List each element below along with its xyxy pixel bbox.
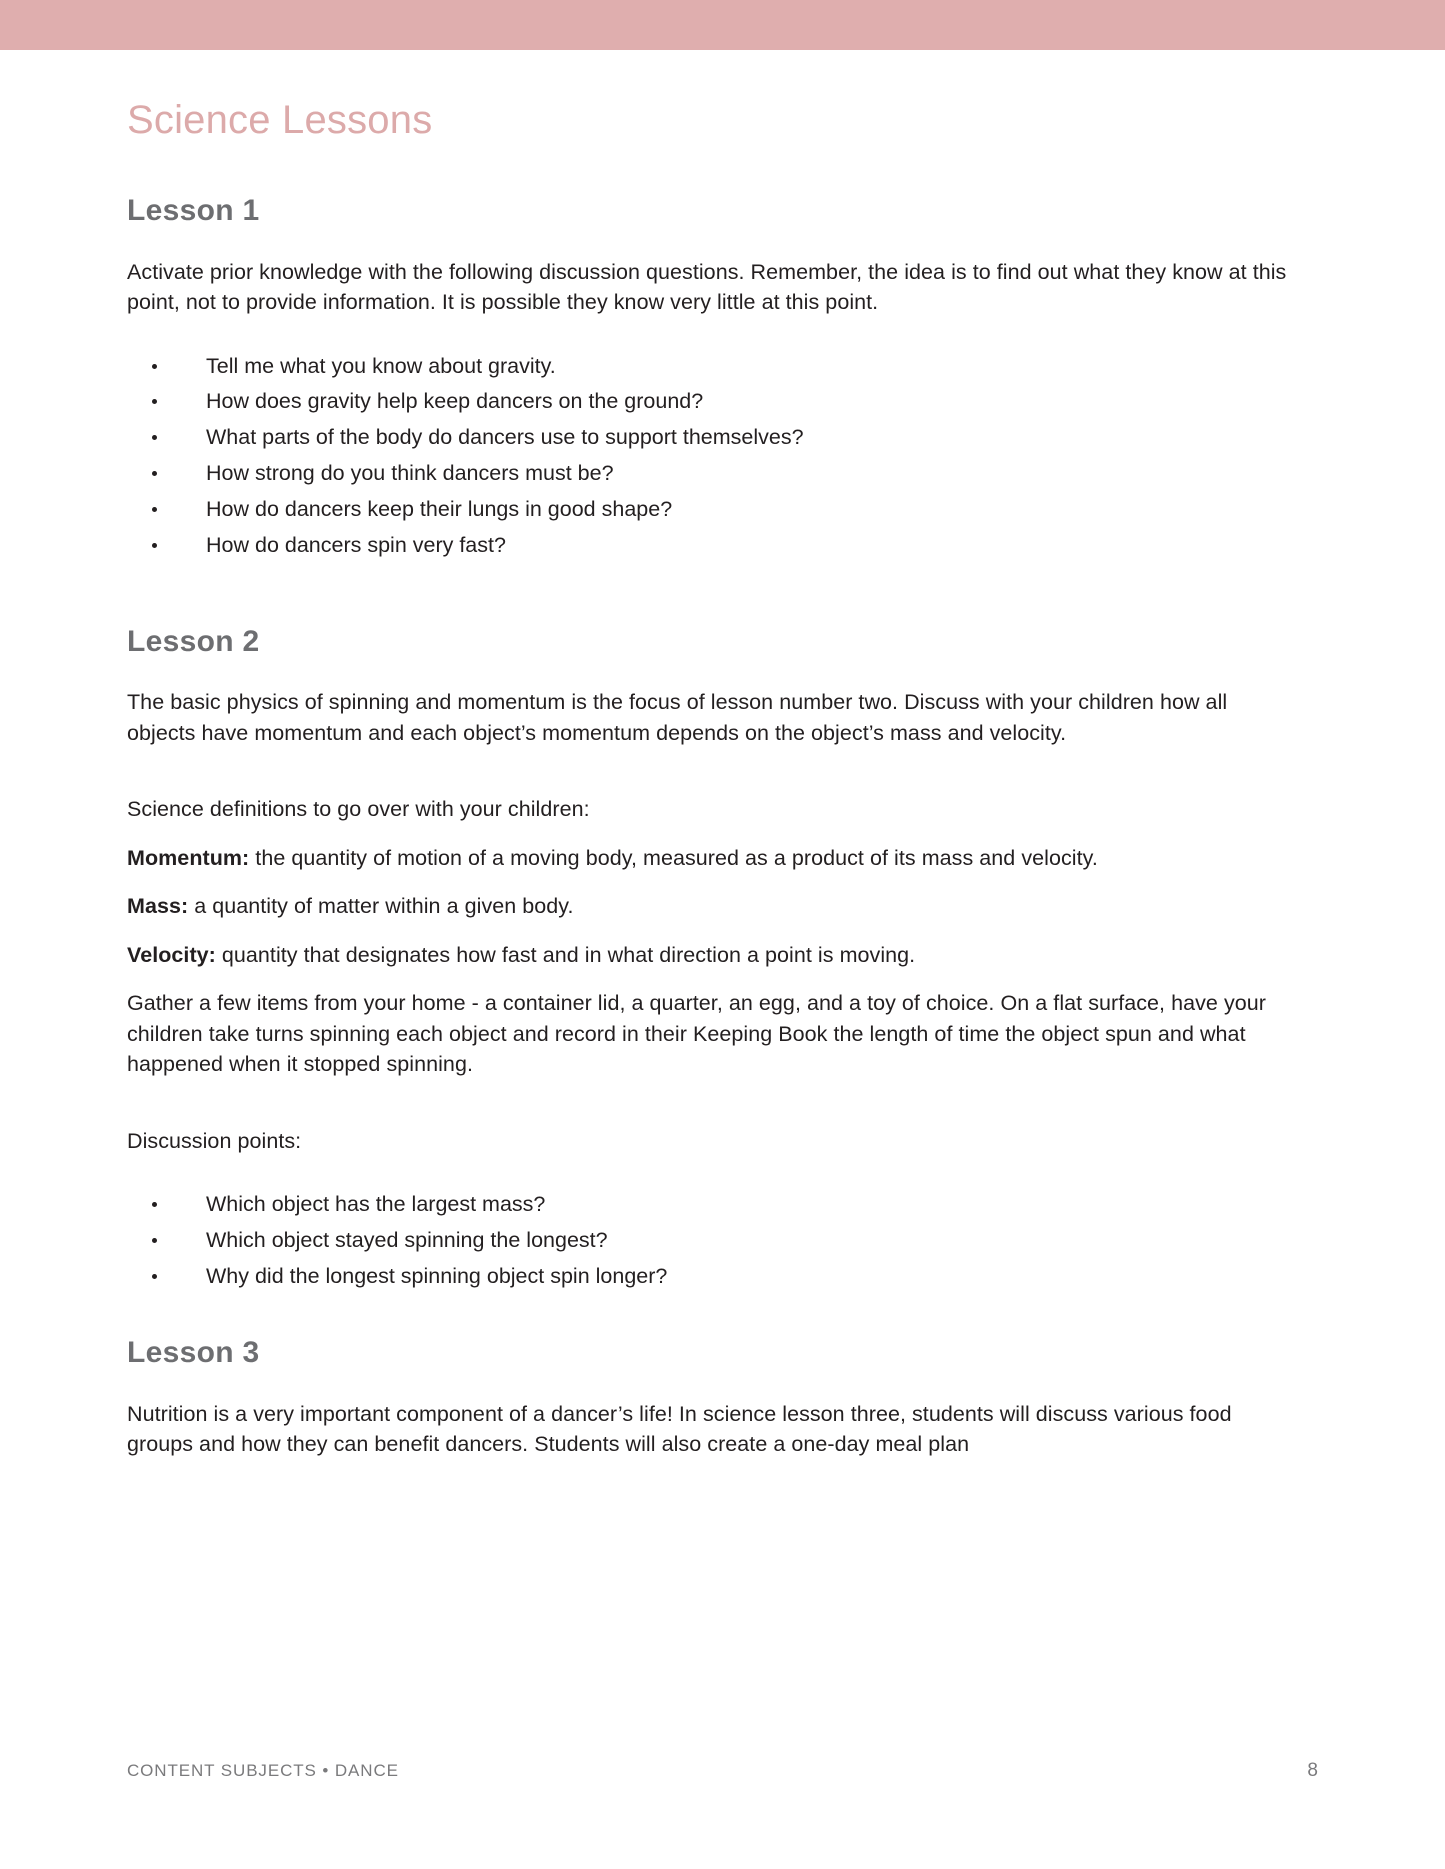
- definition-velocity: [127, 940, 1287, 971]
- lesson-2-discussion-list: [127, 1190, 1287, 1292]
- list-item-label: How do dancers keep their lungs in good shape?: [206, 497, 673, 522]
- lesson-1-intro-paragraph: Activate prior knowledge with the following discussion questions. Remember, the idea is to find out what they know at this point, not to provide information. It is possible they know very little at this point.: [127, 259, 1287, 315]
- page-footer: [127, 1756, 1318, 1786]
- definition-mass: [127, 891, 1287, 922]
- document-page: [0, 50, 1445, 1869]
- section-spacer: [127, 1298, 1287, 1336]
- header-decorative-band: [0, 0, 1445, 50]
- footer-breadcrumb: CONTENT SUBJECTS • DANCE: [127, 1761, 399, 1780]
- page-content: [127, 98, 1287, 1484]
- list-item-label: How does gravity help keep dancers on the ground?: [206, 389, 704, 414]
- list-item-label: Which object has the largest mass?: [206, 1192, 546, 1217]
- definitions-lead-paragraph: Science definitions to go over with your children:: [127, 797, 590, 822]
- bullet-dot-icon: [152, 399, 157, 404]
- footer-page-number: 8: [1307, 1760, 1318, 1781]
- bullet-dot-icon: [152, 435, 157, 440]
- lesson-1-heading: Lesson 1: [127, 194, 260, 227]
- list-item-label: Why did the longest spinning object spin longer?: [206, 1264, 668, 1289]
- definition-text-momentum: the quantity of motion of a moving body, measured as a product of its mass and velocity.: [249, 845, 1098, 870]
- bullet-dot-icon: [152, 543, 157, 548]
- definition-term-velocity: Velocity:: [127, 942, 216, 967]
- lesson-2-activity-paragraph: Gather a few items from your home - a container lid, a quarter, an egg, and a toy of choice. On a flat surface, have your children take turns spinning each object and record in their Keeping Book the length of time the object spun and what happened when it stopped spinning.: [127, 991, 1266, 1077]
- list-item: [127, 352, 1287, 382]
- list-item-label: How do dancers spin very fast?: [206, 532, 506, 557]
- bullet-dot-icon: [152, 507, 157, 512]
- lesson-3-intro-paragraph: Nutrition is a very important component of a dancer’s life! In science lesson three, students will discuss various food groups and how they can benefit dancers. Students will also create a one-day meal plan: [127, 1401, 1232, 1457]
- paragraph-spacer: [127, 1104, 1287, 1126]
- bullet-dot-icon: [152, 364, 157, 369]
- lesson-3-section: [127, 1336, 1287, 1460]
- lesson-3-heading: Lesson 3: [127, 1336, 260, 1370]
- discussion-points-lead: Discussion points:: [127, 1128, 302, 1153]
- list-item: [127, 1262, 1287, 1292]
- definition-term-mass: Mass:: [127, 894, 189, 919]
- bullet-dot-icon: [152, 1202, 157, 1207]
- definition-text-velocity: quantity that designates how fast and in what direction a point is moving.: [215, 942, 916, 967]
- list-item-label: What parts of the body do dancers use to support themselves?: [206, 425, 804, 450]
- lesson-2-intro-paragraph: The basic physics of spinning and momentum is the focus of lesson number two. Discuss with your children how all objects have momentum and each object’s momentum depends on the object’s mass and velocity.: [127, 690, 1228, 745]
- list-item: [127, 495, 1287, 525]
- bullet-dot-icon: [152, 1238, 157, 1243]
- page-title: Science Lessons: [127, 98, 433, 142]
- list-item: [127, 459, 1287, 489]
- list-item-label: How strong do you think dancers must be?: [206, 461, 614, 486]
- list-item: [127, 531, 1287, 561]
- bullet-dot-icon: [152, 471, 157, 476]
- lesson-2-section: [127, 625, 1287, 1292]
- section-spacer: [127, 567, 1287, 625]
- definition-text-mass: a quantity of matter within a given body.: [188, 894, 574, 919]
- list-item: [127, 387, 1287, 417]
- lesson-1-question-list: [127, 352, 1287, 561]
- lesson-1-section: [127, 194, 1287, 561]
- list-item-label: Tell me what you know about gravity.: [206, 353, 556, 378]
- list-item: [127, 1226, 1287, 1256]
- definition-momentum: [127, 843, 1287, 874]
- lesson-2-heading: Lesson 2: [127, 624, 260, 658]
- list-item: [127, 1190, 1287, 1220]
- list-item-label: Which object stayed spinning the longest?: [206, 1228, 608, 1253]
- definition-term-momentum: Momentum:: [127, 845, 250, 870]
- paragraph-spacer: [127, 772, 1287, 794]
- list-item: [127, 423, 1287, 453]
- bullet-dot-icon: [152, 1274, 157, 1279]
